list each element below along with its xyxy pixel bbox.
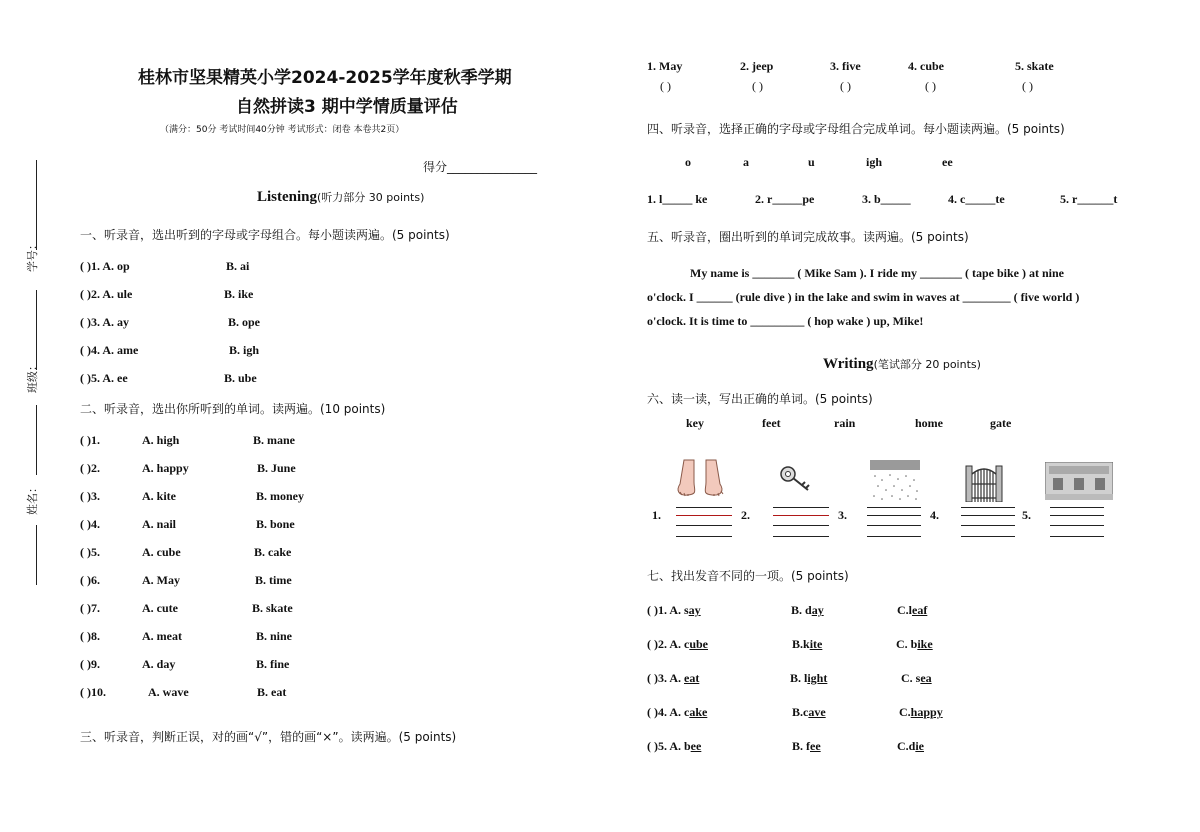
writing-heading-en: Writing bbox=[823, 356, 874, 372]
binding-line-low bbox=[36, 405, 37, 475]
q7-option-prefix: C. bbox=[899, 705, 911, 719]
q6-number-3: 3. bbox=[838, 508, 847, 522]
q7-underlined-letters: eat bbox=[684, 671, 700, 685]
listening-heading-cn: (听力部分 30 points) bbox=[317, 191, 425, 204]
q1-item-3-option-b: B. ope bbox=[228, 315, 261, 329]
q7-item-1-option-c bbox=[897, 603, 927, 618]
q4-item-2: 2. r_____pe bbox=[755, 192, 815, 206]
q7-item-4-option-c bbox=[899, 705, 943, 720]
q1-title: 一、听录音，选出听到的字母或字母组合。每小题读两遍。(5 points) bbox=[80, 228, 450, 242]
q1-item-1-option-a: ( )1. A. op bbox=[80, 259, 130, 273]
q1-item-1-option-b: B. ai bbox=[226, 259, 250, 273]
q2-item-7-option-a: A. cute bbox=[142, 601, 178, 615]
q2-item-1-option-b: B. mane bbox=[253, 433, 295, 447]
q3-title: 三、听录音，判断正误，对的画“√”，错的画“×”。读两遍。(5 points) bbox=[80, 730, 457, 744]
q4-option-o: o bbox=[685, 155, 691, 169]
q7-option-prefix: C.d bbox=[897, 739, 916, 753]
q2-item-9-option-a: A. day bbox=[142, 657, 176, 671]
q4-item-3: 3. b_____ bbox=[862, 192, 911, 206]
q7-option-prefix: C. b bbox=[896, 637, 918, 651]
q7-underlined-letters: ave bbox=[808, 705, 826, 719]
q6-number-1: 1. bbox=[652, 508, 661, 522]
q7-underlined-letters: ite bbox=[809, 637, 823, 651]
q2-item-5-number: ( )5. bbox=[80, 545, 100, 559]
q2-item-10-option-a: A. wave bbox=[148, 685, 189, 699]
q7-option-prefix: B.c bbox=[792, 705, 809, 719]
q7-item-2-option-a bbox=[647, 637, 708, 652]
writing-heading-cn: (笔试部分 20 points) bbox=[873, 358, 981, 371]
q2-item-6-option-a: A. May bbox=[142, 573, 180, 587]
student-id-label: 学号： bbox=[26, 239, 39, 272]
q2-item-2-option-b: B. June bbox=[257, 461, 296, 475]
q4-option-igh: igh bbox=[866, 155, 883, 169]
q6-number-5: 5. bbox=[1022, 508, 1031, 522]
feet-picture bbox=[672, 458, 732, 498]
q4-title: 四、听录音，选择正确的字母或字母组合完成单词。每小题读两遍。(5 points) bbox=[647, 122, 1065, 136]
q6-word-gate: gate bbox=[990, 416, 1012, 430]
q7-option-prefix: B.k bbox=[792, 637, 810, 651]
q7-underlined-letters: happy bbox=[910, 705, 943, 719]
q2-item-10-number: ( )10. bbox=[80, 685, 106, 699]
q2-item-2-option-a: A. happy bbox=[142, 461, 189, 475]
q7-item-5-option-b bbox=[792, 739, 821, 754]
q3-word-3: 3. five bbox=[830, 59, 861, 73]
q2-item-3-option-b: B. money bbox=[256, 489, 304, 503]
q1-item-5-option-a: ( )5. A. ee bbox=[80, 371, 128, 385]
q5-title: 五、听录音，圈出听到的单词完成故事。读两遍。(5 points) bbox=[647, 230, 969, 244]
q3-word-4: 4. cube bbox=[908, 59, 944, 73]
q4-option-u: u bbox=[808, 155, 815, 169]
q3-word-1: 1. May bbox=[647, 59, 683, 73]
q2-item-6-option-b: B. time bbox=[255, 573, 292, 587]
q7-item-5-option-a bbox=[647, 739, 701, 754]
exam-title-line2: 自然拼读3 期中学情质量评估 bbox=[236, 97, 458, 117]
q7-item-3-option-a bbox=[647, 671, 699, 686]
q2-item-3-number: ( )3. bbox=[80, 489, 100, 503]
q4-item-5: 5. r______t bbox=[1060, 192, 1118, 206]
q7-item-2-option-b bbox=[792, 637, 822, 652]
q2-item-5-option-a: A. cube bbox=[142, 545, 181, 559]
q6-word-rain: rain bbox=[834, 416, 856, 430]
q7-item-1-option-b bbox=[791, 603, 824, 618]
q3-answer-bracket-3: ( ) bbox=[840, 79, 851, 93]
q7-option-prefix: ( )2. A. c bbox=[647, 637, 690, 651]
q1-item-3-option-a: ( )3. A. ay bbox=[80, 315, 129, 329]
name-label: 姓名： bbox=[26, 482, 39, 515]
binding-line-bottom bbox=[36, 525, 37, 585]
q7-underlined-letters: eaf bbox=[912, 603, 928, 617]
q2-item-3-option-a: A. kite bbox=[142, 489, 176, 503]
binding-line-mid bbox=[36, 290, 37, 370]
q2-item-5-option-b: B. cake bbox=[254, 545, 292, 559]
q7-underlined-letters: ube bbox=[689, 637, 709, 651]
q6-number-4: 4. bbox=[930, 508, 939, 522]
q7-title: 七、找出发音不同的一项。(5 points) bbox=[647, 569, 849, 583]
score-line: 得分_______________ bbox=[423, 160, 538, 174]
q6-word-feet: feet bbox=[762, 416, 781, 430]
q2-item-10-option-b: B. eat bbox=[257, 685, 287, 699]
q2-item-4-option-b: B. bone bbox=[256, 517, 295, 531]
q5-story-line3: o'clock. It is time to _________ ( hop wake ) up, Mike! bbox=[647, 314, 924, 328]
binding-line-top bbox=[36, 160, 37, 250]
q7-underlined-letters: ike bbox=[917, 637, 933, 651]
q7-underlined-letters: ie bbox=[915, 739, 925, 753]
writing-heading bbox=[823, 353, 981, 373]
q7-item-5-option-c bbox=[897, 739, 924, 754]
q3-answer-bracket-2: ( ) bbox=[752, 79, 763, 93]
q2-item-4-number: ( )4. bbox=[80, 517, 100, 531]
q7-underlined-letters: ight bbox=[807, 671, 828, 685]
q2-item-6-number: ( )6. bbox=[80, 573, 100, 587]
q1-item-5-option-b: B. ube bbox=[224, 371, 257, 385]
rain-picture bbox=[870, 460, 920, 502]
gate-picture bbox=[964, 460, 1004, 502]
q3-word-2: 2. jeep bbox=[740, 59, 774, 73]
q1-item-4-option-a: ( )4. A. ame bbox=[80, 343, 139, 357]
q7-item-3-option-c bbox=[901, 671, 932, 686]
exam-subtitle: （满分：50分 考试时间40分钟 考试形式：闭卷 本卷共2页） bbox=[160, 125, 405, 135]
q7-option-prefix: ( )5. A. b bbox=[647, 739, 691, 753]
q2-item-8-option-b: B. nine bbox=[256, 629, 293, 643]
q4-option-ee: ee bbox=[942, 155, 953, 169]
q4-item-4: 4. c_____te bbox=[948, 192, 1005, 206]
q3-answer-bracket-5: ( ) bbox=[1022, 79, 1033, 93]
q2-item-9-number: ( )9. bbox=[80, 657, 100, 671]
q4-option-a: a bbox=[743, 155, 749, 169]
q7-item-2-option-c bbox=[896, 637, 933, 652]
q3-word-5: 5. skate bbox=[1015, 59, 1054, 73]
q2-item-8-option-a: A. meat bbox=[142, 629, 182, 643]
q7-item-3-option-b bbox=[790, 671, 827, 686]
q2-item-4-option-a: A. nail bbox=[142, 517, 177, 531]
q2-item-1-option-a: A. high bbox=[142, 433, 180, 447]
q7-underlined-letters: ea bbox=[920, 671, 932, 685]
q7-item-4-option-a bbox=[647, 705, 707, 720]
q7-option-prefix: B. f bbox=[792, 739, 810, 753]
q5-story-line2: o'clock. I ______ (rule dive ) in the lake and swim in waves at ________ ( five world ) bbox=[647, 290, 1080, 304]
q7-underlined-letters: ee bbox=[690, 739, 702, 753]
q2-title: 二、听录音，选出你所听到的单词。读两遍。(10 points) bbox=[80, 402, 386, 416]
key-picture bbox=[778, 464, 814, 494]
q7-option-prefix: ( )1. A. s bbox=[647, 603, 689, 617]
q3-answer-bracket-4: ( ) bbox=[925, 79, 936, 93]
q2-item-2-number: ( )2. bbox=[80, 461, 100, 475]
q7-underlined-letters: ay bbox=[811, 603, 824, 617]
q7-option-prefix: C. s bbox=[901, 671, 921, 685]
q1-item-4-option-b: B. igh bbox=[229, 343, 260, 357]
q7-item-1-option-a bbox=[647, 603, 701, 618]
q6-word-key: key bbox=[686, 416, 704, 430]
class-label: 班级： bbox=[26, 360, 39, 393]
q7-option-prefix: ( )4. A. c bbox=[647, 705, 690, 719]
exam-title-line1: 桂林市坚果精英小学2024-2025学年度秋季学期 bbox=[138, 68, 512, 88]
q2-item-8-number: ( )8. bbox=[80, 629, 100, 643]
q2-item-7-number: ( )7. bbox=[80, 601, 100, 615]
q7-option-prefix: C.l bbox=[897, 603, 912, 617]
q7-option-prefix: B. d bbox=[791, 603, 812, 617]
q7-item-4-option-b bbox=[792, 705, 826, 720]
q7-option-prefix: ( )3. A. bbox=[647, 671, 684, 685]
q6-word-home: home bbox=[915, 416, 943, 430]
q7-underlined-letters: ake bbox=[689, 705, 708, 719]
q1-item-2-option-a: ( )2. A. ule bbox=[80, 287, 133, 301]
q7-underlined-letters: ee bbox=[810, 739, 821, 753]
listening-heading bbox=[257, 186, 424, 206]
q6-number-2: 2. bbox=[741, 508, 750, 522]
q6-title: 六、读一读，写出正确的单词。(5 points) bbox=[647, 392, 873, 406]
q4-item-1: 1. l_____ ke bbox=[647, 192, 708, 206]
q7-option-prefix: B. l bbox=[790, 671, 808, 685]
q2-item-7-option-b: B. skate bbox=[252, 601, 293, 615]
q3-answer-bracket-1: ( ) bbox=[660, 79, 671, 93]
q1-item-2-option-b: B. ike bbox=[224, 287, 254, 301]
q5-story-line1: My name is _______ ( Mike Sam ). I ride my _______ ( tape bike ) at nine bbox=[690, 266, 1064, 280]
listening-heading-en: Listening bbox=[257, 189, 318, 205]
q2-item-1-number: ( )1. bbox=[80, 433, 100, 447]
home-picture bbox=[1045, 462, 1113, 500]
q2-item-9-option-b: B. fine bbox=[256, 657, 290, 671]
q7-underlined-letters: ay bbox=[688, 603, 701, 617]
